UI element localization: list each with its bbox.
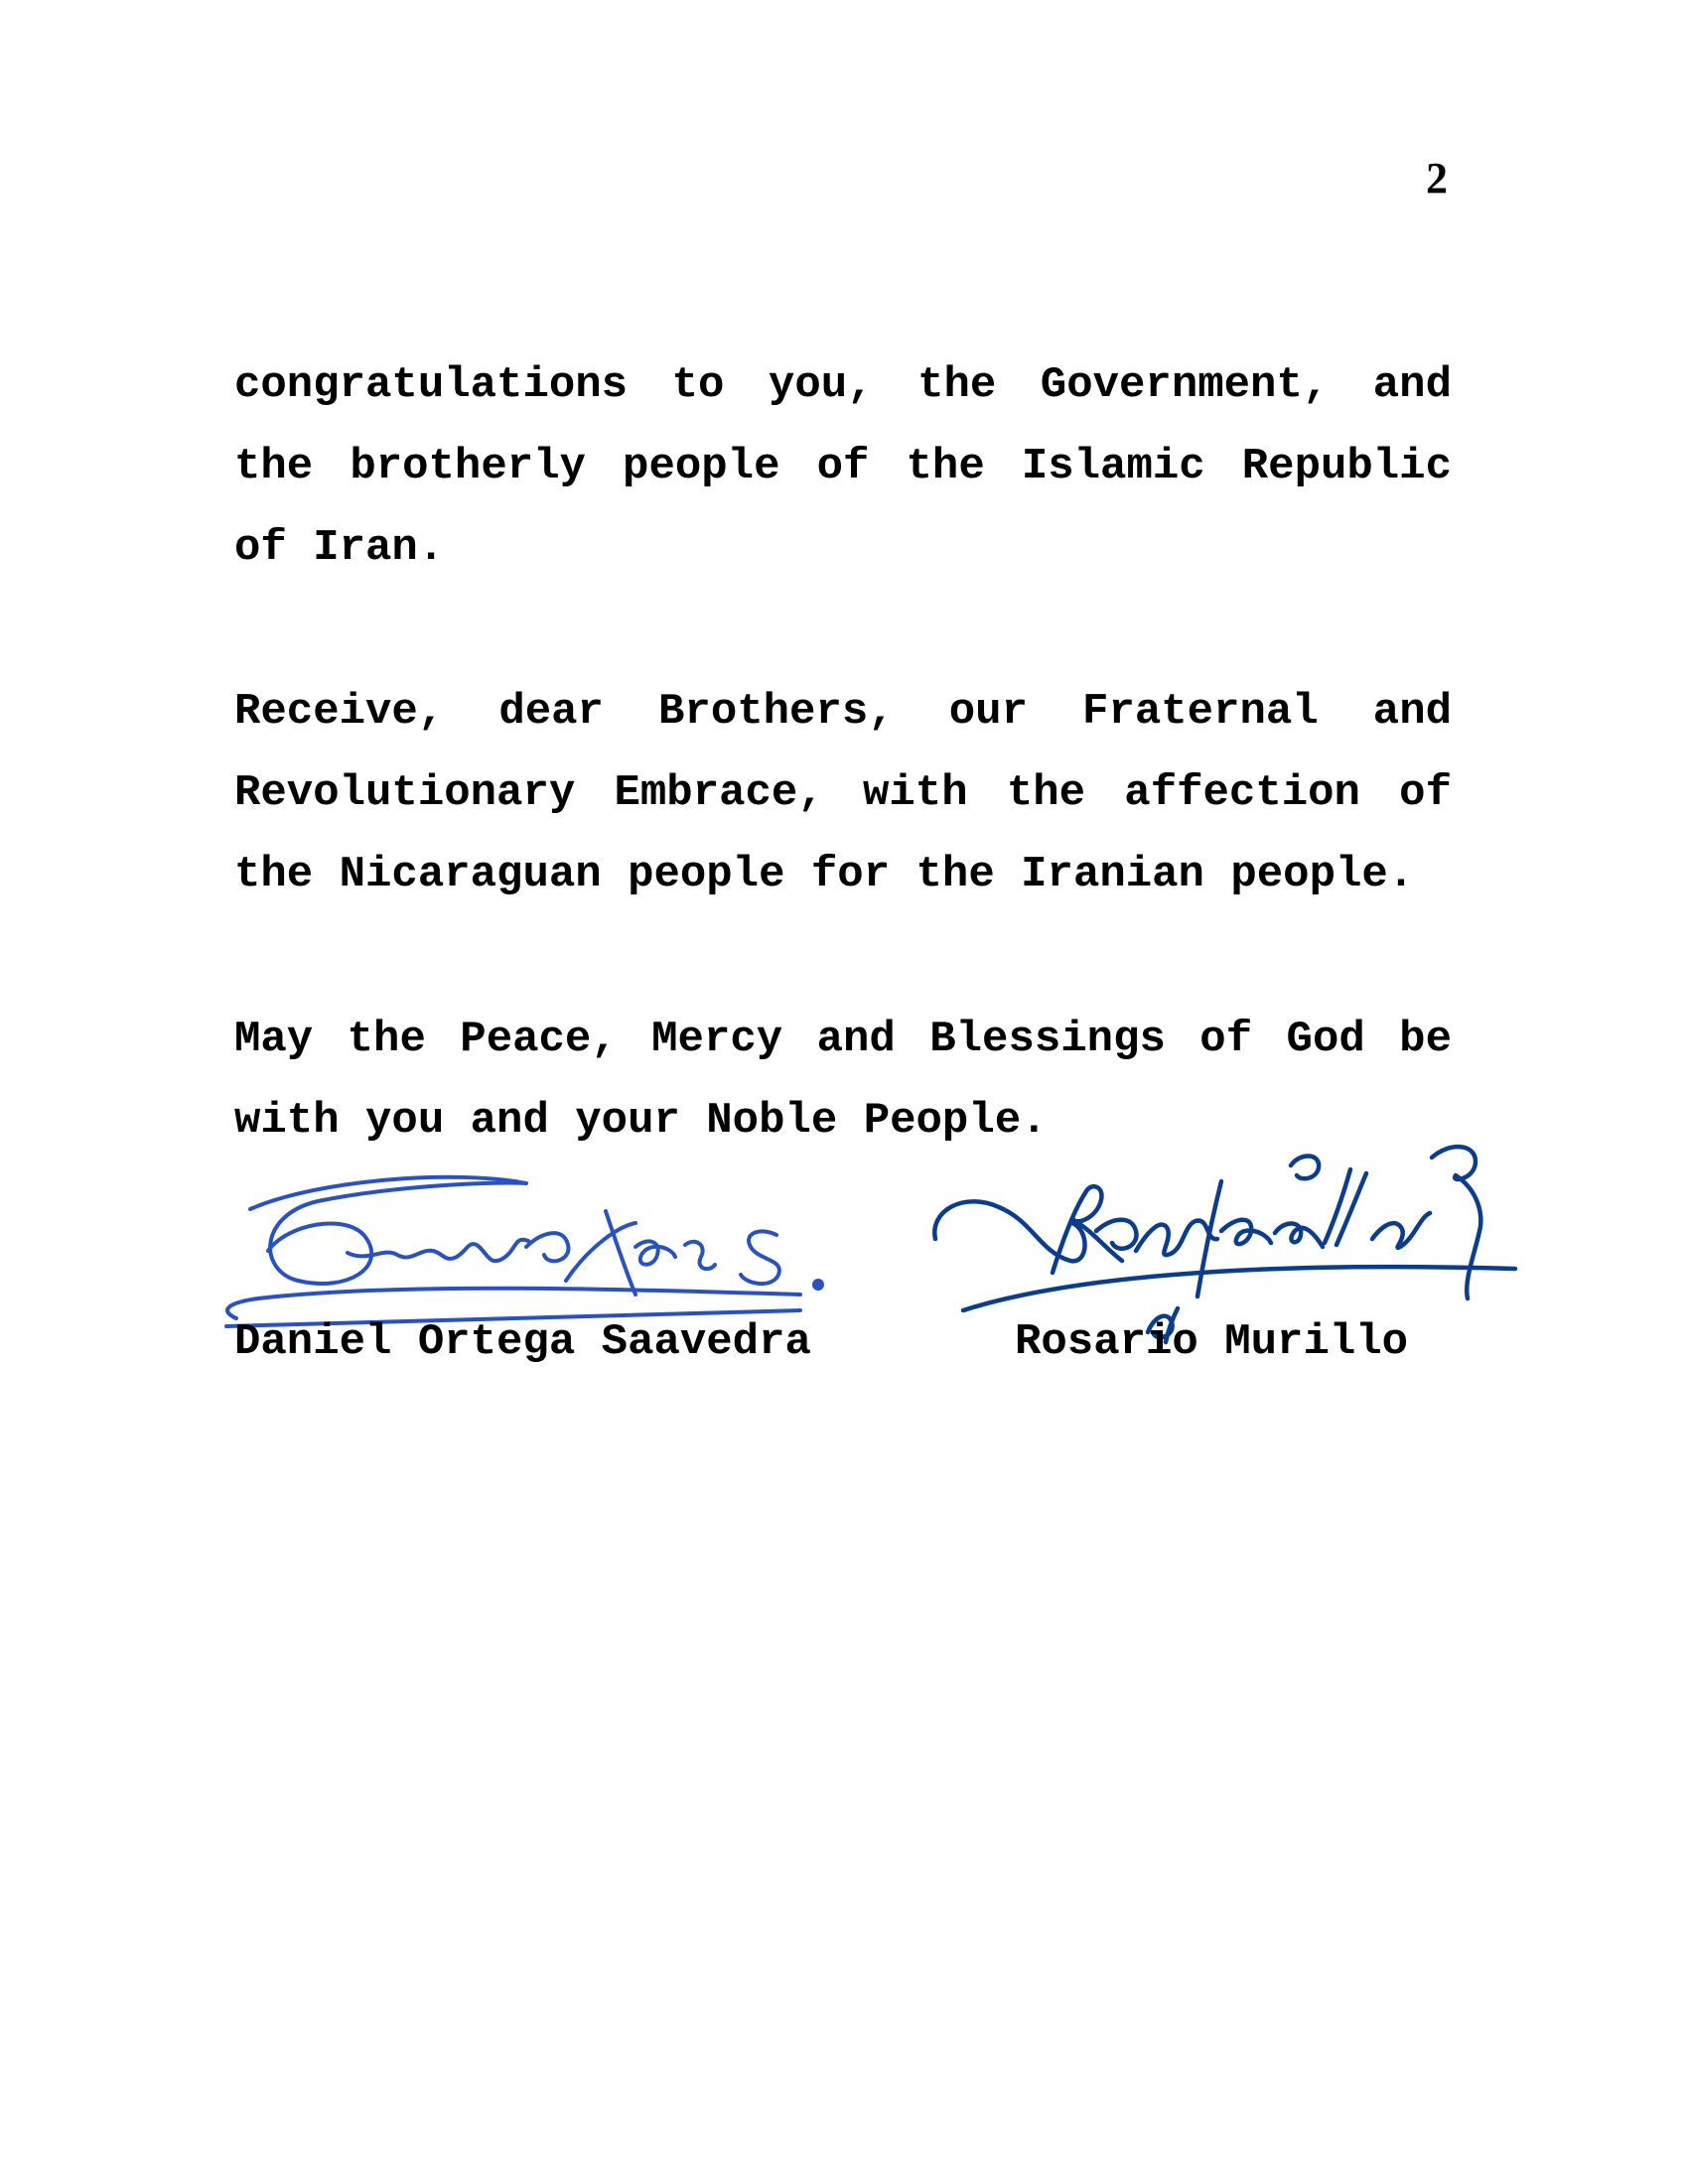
paragraph-line: the Nicaraguan people for the Iranian people.: [234, 850, 1415, 899]
paragraph-line: Revolutionary Embrace, with the affection of: [234, 768, 1452, 818]
paragraph-line: the brotherly people of the Islamic Republic: [234, 442, 1452, 491]
paragraph-line: congratulations to you, the Government, and: [234, 360, 1452, 410]
paragraph-line: of Iran.: [234, 523, 445, 573]
signatory-name-right: Rosario Murillo: [1015, 1317, 1409, 1367]
paragraph-congratulations: [234, 344, 1452, 589]
signature-daniel-ortega: [199, 1171, 854, 1330]
signatory-name-left: Daniel Ortega Saavedra: [234, 1317, 811, 1367]
paragraph-line: Receive, dear Brothers, our Fraternal and: [234, 687, 1452, 737]
page-number: 2: [1426, 154, 1448, 203]
paragraph-embrace: [234, 671, 1452, 915]
paragraph-line: with you and your Noble People.: [234, 1096, 1048, 1146]
paragraph-line: May the Peace, Mercy and Blessings of God be: [234, 1015, 1452, 1064]
